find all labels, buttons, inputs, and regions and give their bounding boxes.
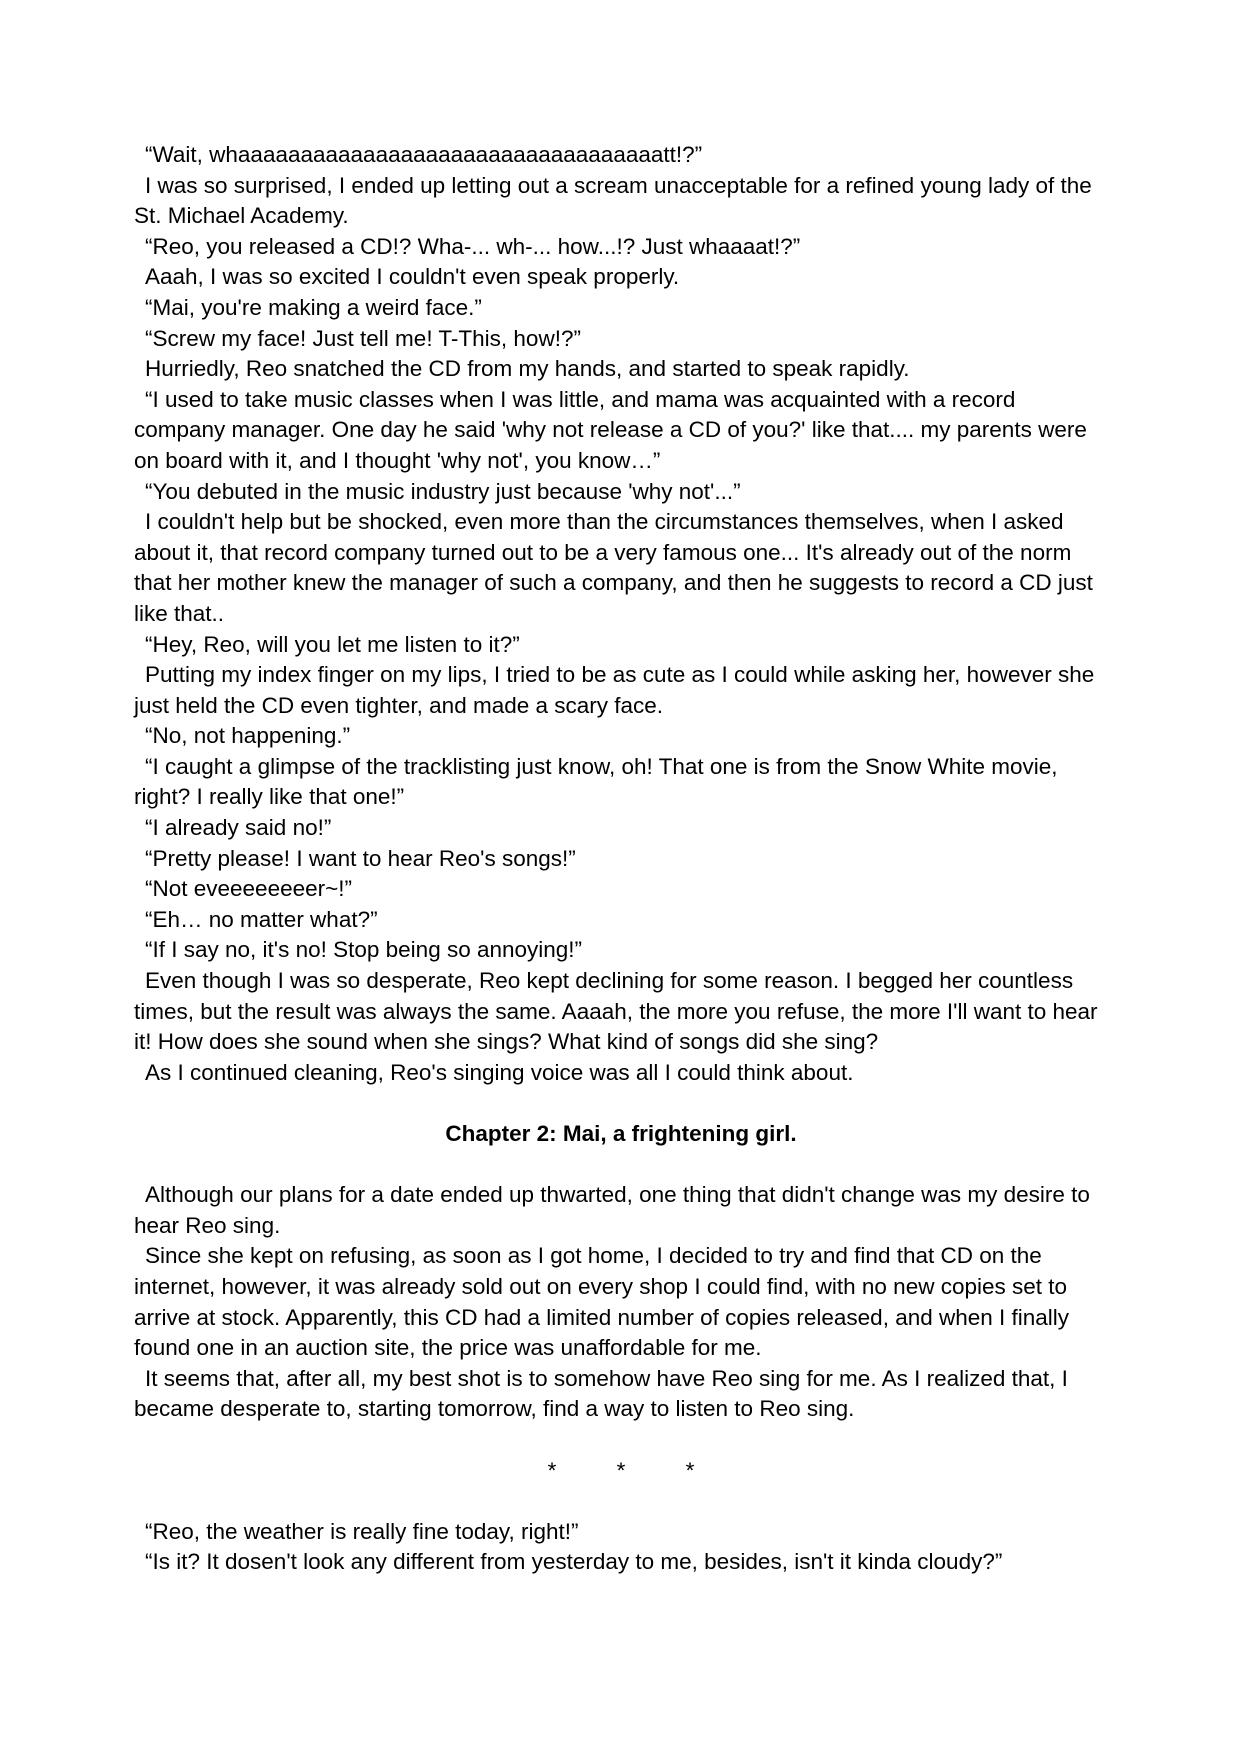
paragraph: It seems that, after all, my best shot is to somehow have Reo sing for me. As I realized that, I became desperate to, starting tomorrow, find a way to listen to Reo sing.	[134, 1365, 1068, 1422]
paragraph: Even though I was so desperate, Reo kept declining for some reason. I begged her countless times, but the result was always the same. Aaaah, the more you refuse, the more I'll want to hear it! How does she sound when she sings? What kind of songs did she sing?	[134, 968, 1098, 1055]
paragraph: As I continued cleaning, Reo's singing voice was all I could think about.	[145, 1059, 854, 1085]
paragraph: Aaah, I was so excited I couldn't even speak properly.	[145, 264, 680, 290]
paragraph: Putting my index finger on my lips, I tried to be as cute as I could while asking her, however she just held the CD even tighter, and made a scary face.	[134, 662, 1095, 718]
paragraph: “I caught a glimpse of the tracklisting just know, oh! That one is from the Snow White movie, right? I really like that one!”	[134, 753, 1058, 810]
paragraph: “Hey, Reo, will you let me listen to it?”	[145, 631, 520, 657]
paragraph: “Is it? It dosen't look any different from yesterday to me, besides, isn't it kinda cloudy?”	[145, 1549, 1003, 1575]
paragraph: “Pretty please! I want to hear Reo's songs!”	[145, 845, 576, 871]
paragraph: I was so surprised, I ended up letting out a scream unacceptable for a refined young lady of the St. Michael Academy.	[134, 172, 1092, 229]
blank-line	[134, 1425, 1108, 1456]
paragraph: “Mai, you're making a weird face.”	[145, 294, 482, 320]
paragraph: Hurriedly, Reo snatched the CD from my hands, and started to speak rapidly.	[145, 356, 910, 382]
page-content	[134, 140, 1108, 1578]
blank-line	[134, 1088, 1108, 1119]
paragraph: “Screw my face! Just tell me! T-This, how!?”	[145, 325, 581, 351]
blank-line	[134, 1150, 1108, 1181]
paragraph: “Reo, the weather is really fine today, right!”	[145, 1518, 579, 1544]
scene-separator: * * *	[547, 1457, 695, 1483]
paragraph: “You debuted in the music industry just because 'why not'...”	[145, 478, 741, 504]
paragraph: Since she kept on refusing, as soon as I got home, I decided to try and find that CD on the internet, however, it was already sold out on every shop I could find, with no new copies set to arrive at stock. Apparently, this CD had a limited number of copies released, and when I finally found one in an auction site, the price was unaffordable for me.	[134, 1243, 1070, 1361]
paragraph: “Not eveeeeeeeer~!”	[145, 876, 353, 902]
paragraph: “Eh… no matter what?”	[145, 906, 378, 932]
paragraph: “I already said no!”	[145, 815, 332, 841]
paragraph: “I used to take music classes when I was little, and mama was acquainted with a record company manager. One day he said 'why not release a CD of you?' like that.... my parents were on board with it, and I thought 'why not', you know…”	[134, 386, 1087, 473]
paragraph: “Reo, you released a CD!? Wha-... wh-... how...!? Just whaaaat!?”	[145, 233, 801, 259]
paragraph: Although our plans for a date ended up thwarted, one thing that didn't change was my desire to hear Reo sing.	[134, 1182, 1090, 1238]
chapter-heading: Chapter 2: Mai, a frightening girl.	[445, 1121, 797, 1146]
paragraph: “Wait, whaaaaaaaaaaaaaaaaaaaaaaaaaaaaaaaaaatt!?”	[145, 142, 703, 167]
paragraph: I couldn't help but be shocked, even more than the circumstances themselves, when I asked about it, that record company turned out to be a very famous one... It's already out of the norm that her mother knew the manager of such a company, and then he suggests to record a CD just like that..	[134, 509, 1093, 626]
blank-line	[134, 1486, 1108, 1517]
paragraph: “If I say no, it's no! Stop being so annoying!”	[145, 937, 583, 963]
paragraph: “No, not happening.”	[145, 723, 351, 749]
